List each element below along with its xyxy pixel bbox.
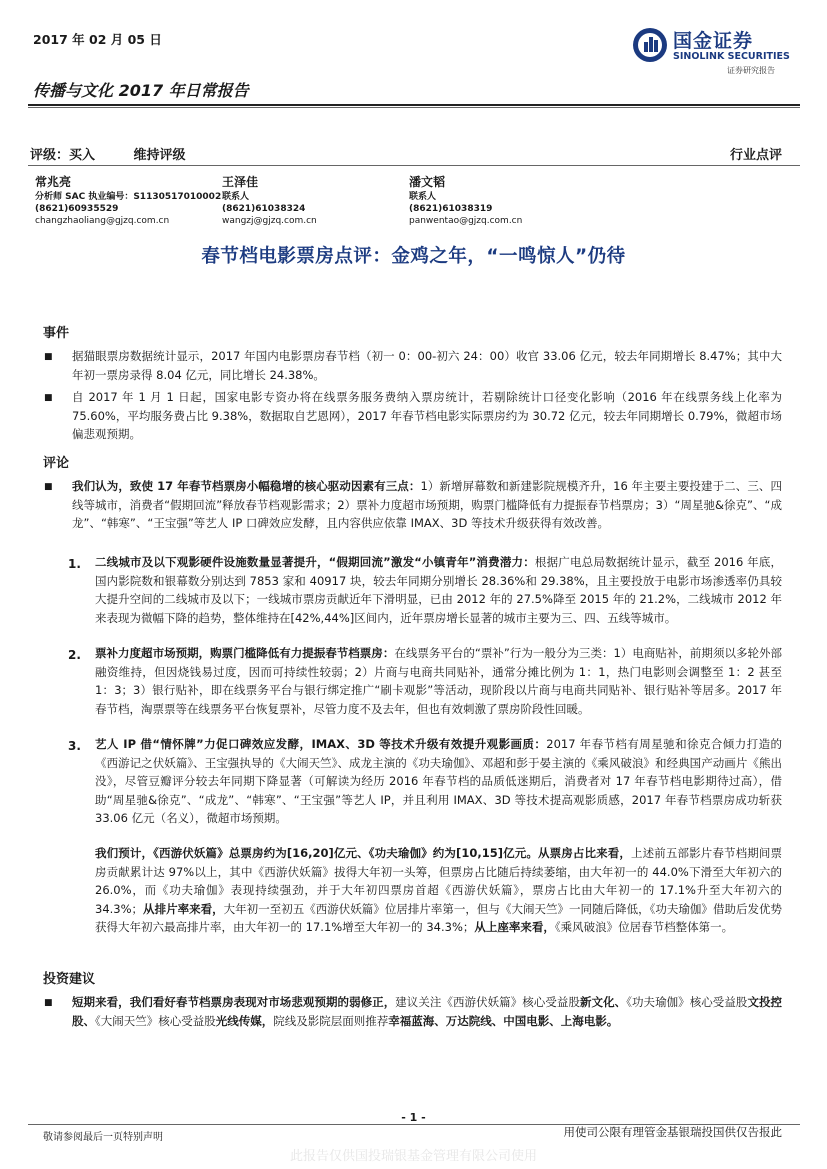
event-item: 自 2017 年 1 月 1 日起，国家电影专资办将在线票务服务费纳入票房统计，若剔除统计口径变化影响（2016 年在线票务线上化率为 75.60%，平均服务费占比 9.38%，数据取自艺恩网），2017 年春节档电影实际票房约为 30.72 亿元，较去年同期增长 0.79%，微超市场偏悲观预期。 [72,390,782,441]
logo-subtitle: 证券研究报告 [727,66,775,75]
advice-lead: 短期来看，我们看好春节档票房表现对市场悲观预期的弱修正， [72,995,396,1009]
event-item: 据猫眼票房数据统计显示，2017 年国内电影票房春节档（初一 0：00-初六 24：00）收官 33.06 亿元，较去年同期增长 8.47%；其中大年初一票房录得 8.04 亿元，同比增长 24.38%。 [72,349,782,382]
analyst-role: 分析师 SAC 执业编号：S1130517010002 [35,192,222,202]
point-body: 2017 年春节档有周星驰和徐克合倾力打造的《西游记之伏妖篇》、王宝强执导的《大闹天竺》、成龙主演的《功夫瑜伽》、邓超和彭于晏主演的《乘风破浪》和经典国产动画片《熊出没》，尽管豆瓣评分较去年同期下降显著（可解读为经历 2016 年春节档的品质低迷期后，消费者对 17 年春节档电影期待过高），借助“周星驰&徐克”、“成龙”、“韩寒”、“王宝强”等艺人 IP，并且利用 IMAX、3D 等技术提高观影质感，2017 年春节档票房成功斩获 33.06 亿元（名义），微超市场预期。 [95,737,782,825]
point-body: 根据广电总局数据统计显示，截至 2016 年底，国内影院数和银幕数分别达到 7853 家和 40917 块，较去年同期分别增长 28.36%和 29.38%，且主要投放于电影市场渗透率仍具较大提升空间的二线城市及以下；一线城市票房贡献近年下滑明显，已由 2012 年的 27.5%降至 2015 年的 21.2%，二线城市 2012 年来表现为微幅下降的趋势，整体维持在[42%,44%]区间内，近年票房增长显著的城市主要为三、四、五线等城市。 [95,555,782,625]
advice-text: 《功夫瑜伽》核心受益股 [626,995,748,1009]
footer-disclaimer: 敬请参阅最后一页特别声明 [43,1132,163,1143]
analyst-name: 常兆亮 [35,175,72,189]
comment-intro [72,477,782,533]
forecast-occupancy-lead: 从上座率来看， [474,920,555,934]
comment-intro-body: 1）新增屏幕数和新建影院规模齐升，16 年主要主要投建于二、三、四线等城市，消费者“假期回流”释放春节档观影需求；2）票补力度超市场预期，购票门槛降低有力提振春节档票房；3）“周星驰&徐克”、“成龙”、“韩寒”、“王宝强”等艺人 IP 口碑效应发酵，且内容供应依靠 IMAX、3D 等技术升级获得有效改善。 [72,479,782,530]
company-logo [632,25,797,77]
advice-text: 院线及影院层面则推荐 [273,1013,389,1028]
analyst-role: 联系人 [409,192,437,202]
stock-pick: 幸福蓝海、万达院线、中国电影、上海电影。 [388,1013,619,1028]
point-number: 3. [68,739,81,753]
analyst-card [222,176,317,227]
header-divider [28,104,800,106]
page-number: - 1 - [401,1111,426,1124]
logo-english-name: SINOLINK SECURITIES [673,51,790,62]
stock-pick: 新文化、 [580,995,627,1009]
bullet-icon: ■ [44,998,53,1008]
report-series-title: 传播与文化 2017 年日常报告 [33,81,249,100]
analyst-phone: (8621)61038324 [222,204,306,214]
report-date: 2017 年 02 月 05 日 [33,32,162,47]
point-lead: 艺人 IP 借“情怀牌”力促口碑效应发酵，IMAX、3D 等技术升级有效提升观影画质： [95,737,547,751]
section-title-comment: 评论 [43,456,70,471]
forecast-screening-lead: 从排片率来看， [143,901,224,916]
rating-label: 评级：买入 [30,148,96,163]
comment-intro-lead: 我们认为，致使 17 年春节档票房小幅稳增的核心驱动因素有三点： [72,479,421,493]
analyst-phone: (8621)60935529 [35,204,119,214]
analyst-name: 王泽佳 [222,175,259,189]
comment-point [95,553,782,627]
watermark: 此报告仅供国投瑞银基金管理有限公司使用 [289,1149,537,1164]
stock-pick: 文投控股、 [72,995,783,1028]
investment-advice [72,993,782,1030]
rating-row [30,144,186,163]
rating-divider [28,165,800,166]
section-title-investment: 投资建议 [43,972,96,987]
bullet-icon: ■ [44,393,53,403]
article-headline: 春节档电影票房点评：金鸡之年，“一鸣惊人”仍待 [201,246,626,267]
box-office-forecast [95,844,782,937]
bullet-icon: ■ [44,482,53,492]
advice-text: 建议关注《西游伏妖篇》核心受益股 [395,995,580,1009]
report-category: 行业点评 [729,148,782,163]
forecast-lead: 我们预计，《西游伏妖篇》总票房约为[16,20]亿元、《功夫瑜伽》约为[10,15]亿元。从票房占比来看， [95,846,631,860]
point-number: 1. [68,557,81,571]
comment-point [95,735,782,828]
analyst-email: changzhaoliang@gjzq.com.cn [35,216,170,226]
advice-text: 《大闹天竺》核心受益股 [95,1013,216,1028]
analyst-role: 联系人 [222,192,250,202]
bullet-icon: ■ [44,352,53,362]
point-body: 在线票务平台的“票补”行为一般分为三类：1）电商贴补，前期须以多轮外部融资维持，但因烧钱易过度，因而可持续性较弱；2）片商与电商共同贴补，通常分摊比例为 1：1，热门电影则会调整至 1：2 甚至 1：3；3）银行贴补，即在线票务平台与银行绑定推广“刷卡观影”等活动，现阶段以片商与电商共同贴补、银行贴补等居多。2017 年春节档，淘票票等在线票务平台恢复票补，尽管力度不及去年，但也有效刺激了票房阶段性回暖。 [95,646,783,716]
comment-point [95,644,782,718]
stock-pick: 光线传媒， [215,1013,274,1028]
footer-right-text: 用使司公限有理管金基银瑞投国供仅告报此 [563,1125,782,1139]
analyst-card [35,176,221,227]
sinolink-logo-icon [632,27,668,63]
analyst-phone: (8621)61038319 [409,204,493,214]
forecast-share: 上述前五部影片春节档期间票房贡献累计达 97%以上，其中《西游伏妖篇》拔得大年初一头筹，但票房占比随后持续萎缩，由大年初一的 44.0%下滑至大年初六的 26.0%，而《功夫瑜伽》表现持续强劲，并于大年初四票房首超《西游伏妖篇》，票房占比由大年初一的 17.1%升至大年初六的 34.3%； [95,846,782,916]
point-lead: 票补力度超市场预期，购票门槛降低有力提振春节档票房： [95,646,395,660]
forecast-screening: 大年初一至初五《西游伏妖篇》位居排片率第一，但与《大闹天竺》一同随后降低，《功夫瑜伽》借助后发优势获得大年初六最高排片率，由大年初一的 17.1%增至大年初一的 34.3%； [95,901,783,934]
analyst-name: 潘文韬 [409,175,446,189]
section-title-events: 事件 [43,326,70,341]
analyst-email: panwentao@gjzq.com.cn [409,216,523,226]
rating-note: 维持评级 [133,148,186,163]
logo-chinese-name: 国金证券 [673,30,754,52]
point-number: 2. [68,648,81,662]
header-divider-thin [28,107,800,108]
analyst-email: wangzj@gjzq.com.cn [222,216,317,226]
forecast-occupancy: 《乘风破浪》位居春节档整体第一。 [554,920,734,934]
point-lead: 二线城市及以下观影硬件设施数量显著提升，“假期回流”激发“小镇青年”消费潜力： [95,555,535,569]
analyst-card [409,176,522,227]
